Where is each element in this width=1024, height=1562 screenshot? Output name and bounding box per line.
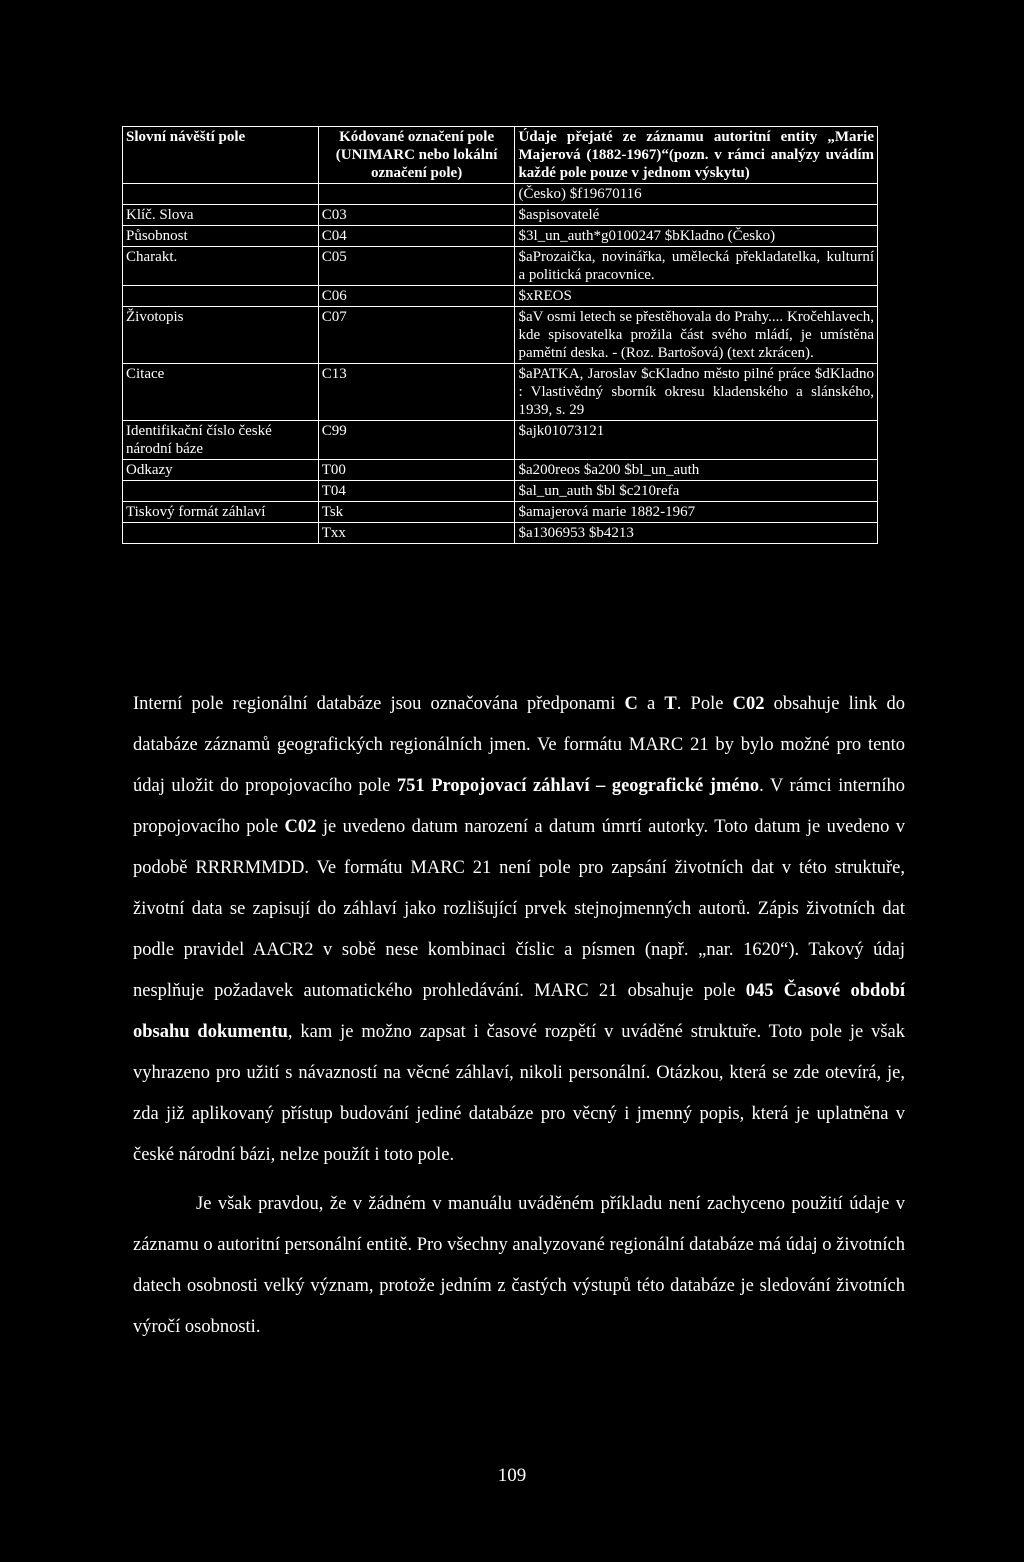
cell-value: $aProzaička, novinářka, umělecká překladatelka, kulturní a politická pracovnice. [515,247,878,286]
cell-value: $a1306953 $b4213 [515,523,878,544]
cell-value: $a200reos $a200 $bl_un_auth [515,460,878,481]
cell-code: C13 [318,364,515,421]
cell-label: Klíč. Slova [123,205,319,226]
cell-code: T00 [318,460,515,481]
page-number: 109 [497,1465,527,1486]
table-row [123,502,878,523]
bold-term: C02 [732,694,765,714]
table-row [123,523,878,544]
cell-code: Txx [318,523,515,544]
header-record-data: Údaje přejaté ze záznamu autoritní entity „Marie Majerová (1882-1967)“(pozn. v rámci analýzy uvádím každé pole pouze v jednom výskytu) [515,127,878,184]
cell-value: $aPATKA, Jaroslav $cKladno město pilné práce $dKladno : Vlastivědný sborník okresu kladenského a slánského, 1939, s. 29 [515,364,878,421]
cell-label [123,286,319,307]
table-row [123,247,878,286]
text-span: obsahuje link do databáze záznamů geografických regionálních jmen. Ve formátu MARC 21 by bylo možné pro tento údaj uložit do propojovacího pole [133,694,906,796]
cell-value: $al_un_auth $bl $c210refa [515,481,878,502]
cell-code: T04 [318,481,515,502]
table-row [123,205,878,226]
bold-term: 045 Časové období obsahu dokumentu [133,981,905,1042]
cell-code: C99 [318,421,515,460]
cell-label: Životopis [123,307,319,364]
table-header-row [123,127,878,184]
cell-code: C05 [318,247,515,286]
cell-label: Identifikační číslo české národní báze [123,421,319,460]
table-row [123,286,878,307]
paragraph-2: Je však pravdou, že v žádném v manuálu uváděném příkladu není zachyceno použití údaje v záznamu o autoritní personální entitě. Pro všechny analyzované regionální databáze má údaj o životních datech osobnosti velký význam, protože jedním z častých výstupů této databáze je sledování životních výročí osobnosti. [133,1194,905,1337]
cell-code: C07 [318,307,515,364]
table-row [123,421,878,460]
cell-value: (Česko) $f19670116 [515,184,878,205]
cell-code: C06 [318,286,515,307]
cell-value: $3l_un_auth*g0100247 $bKladno (Česko) [515,226,878,247]
cell-value: $aV osmi letech se přestěhovala do Prahy.... Kročehlavech, kde spisovatelka prožila část svého mládí, je umístěna pamětní deska. - (Roz. Bartošová) (text zkrácen). [515,307,878,364]
cell-code: Tsk [318,502,515,523]
table-row [123,364,878,421]
body-text [133,684,905,1348]
cell-label: Působnost [123,226,319,247]
text-span: je uvedeno datum narození a datum úmrtí autorky. Toto datum je uvedeno v podobě RRRRMMDD. Ve formátu MARC 21 není pole pro zapsání životních dat v této struktuře, životní data se zapisují do záhlaví jako rozlišující prvek stejnojmenných autorů. Zápis životních dat podle pravidel AACR2 v sobě nese kombinaci číslic a písmen (např. „nar. 1620“). Takový údaj nesplňuje požadavek automatického prohledávání. MARC 21 obsahuje pole [133,817,906,1001]
text-span: , kam je možno zapsat i časové rozpětí v uváděné struktuře. Toto pole je však vyhrazeno pro užití s návazností na věcné záhlaví, nikoli personální. Otázkou, která se zde otevírá, je, zda již aplikovaný přístup budování jediné databáze pro věcný i jmenný popis, která je uplatněna v české národní bázi, nelze použít i toto pole. [133,1022,906,1165]
cell-label: Charakt. [123,247,319,286]
bold-term: C [624,694,638,714]
cell-code: C03 [318,205,515,226]
cell-label [123,523,319,544]
bold-term: T [664,694,677,714]
table-row [123,307,878,364]
paragraph-1 [133,684,905,1176]
cell-label [123,481,319,502]
cell-label [123,184,319,205]
table-row [123,460,878,481]
cell-value: $amajerová marie 1882-1967 [515,502,878,523]
text-span: a [637,694,665,714]
cell-label: Odkazy [123,460,319,481]
table-row [123,184,878,205]
header-field-code: Kódované označení pole (UNIMARC nebo lokální označení pole) [318,127,515,184]
header-field-label: Slovní návěští pole [123,127,319,184]
table-row [123,226,878,247]
bold-term: 751 Propojovací záhlaví – geografické jméno [396,776,760,796]
text-span: . V rámci interního propojovacího pole [133,776,905,837]
text-span: Interní pole regionální databáze jsou označována předponami [133,694,625,714]
authority-record-table [122,126,878,544]
cell-label: Citace [123,364,319,421]
cell-code [318,184,515,205]
bold-term: C02 [284,817,317,837]
cell-value: $xREOS [515,286,878,307]
cell-label: Tiskový formát záhlaví [123,502,319,523]
table-row [123,481,878,502]
cell-value: $ajk01073121 [515,421,878,460]
cell-code: C04 [318,226,515,247]
cell-value: $aspisovatelé [515,205,878,226]
text-span: . Pole [676,694,733,714]
